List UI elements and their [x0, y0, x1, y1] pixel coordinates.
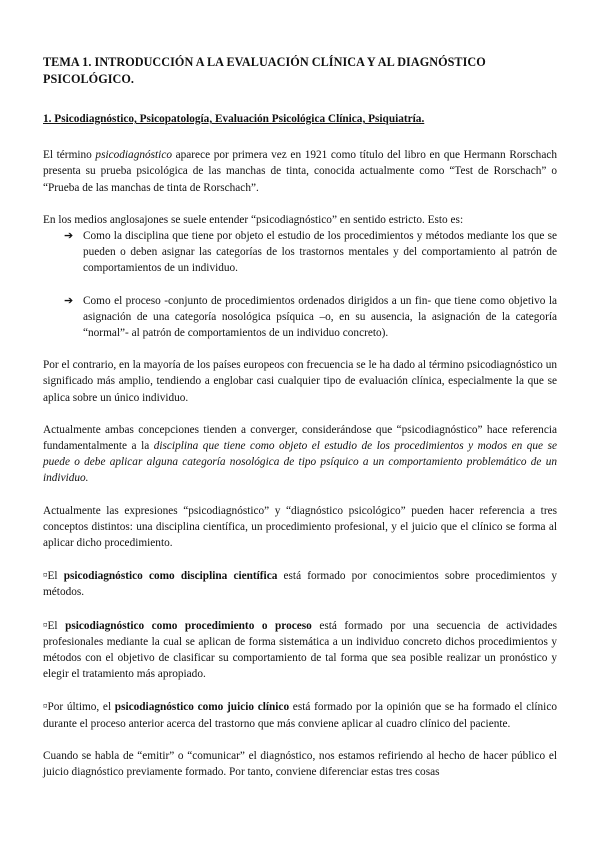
arrow-right-icon: ➔: [64, 230, 74, 243]
paragraph-emitir: Cuando se habla de “emitir” o “comunicar” el diagnóstico, nos estamos refiriendo al hecho de hacer público el juicio diagnóstico previamente formado. Por tanto, conviene diferenciar estas tres cosas: [43, 749, 557, 779]
definition-list: [43, 228, 557, 341]
paragraph-rorschach: [43, 147, 557, 196]
text-run: Actualmente ambas concepciones tienden a converger, considerándose que “psicodiagnóstico” hace referencia fundamentalmente a la: [43, 423, 557, 453]
bold-term: psicodiagnóstico como juicio clínico: [114, 701, 290, 714]
text-run: está formado por conocimientos sobre procedimientos y métodos.: [43, 570, 557, 599]
italic-term: psicodiagnóstico: [95, 149, 172, 162]
bullet-mark-icon: ¤: [43, 701, 48, 712]
list-item: [64, 228, 557, 277]
paragraph-anglosajon-intro: En los medios anglosajones se suele entender “psicodiagnóstico” en sentido estricto. Esto es:: [43, 213, 464, 226]
text-run: Por último, el: [47, 701, 115, 714]
arrow-right-icon: ➔: [64, 294, 74, 307]
bold-term: psicodiagnóstico como disciplina científica: [63, 570, 278, 583]
text-run: El: [47, 570, 64, 583]
italic-definition: disciplina que tiene como objeto el estudio de los procedimientos y modos en que se puede o debe aplicar alguna categoría nosológica de tipo psíquico a un comportamiento problemático de un individuo.: [43, 440, 557, 485]
list-item: [64, 293, 557, 342]
paragraph-juicio: [43, 698, 557, 731]
list-item-text: Como la disciplina que tiene por objeto el estudio de los procedimientos y métodos mediante los que se pueden o deben asignar las categorías de los trastornos mentales y del comportamiento al patrón de comportamientos de un individuo.: [83, 230, 557, 275]
paragraph-procedimiento: [43, 617, 557, 683]
paragraph-convergencia: [43, 422, 557, 487]
text-run: está formado por la opinión que se ha formado el clínico durante el proceso anterior acerca del trastorno que más conviene aplicar al cuadro clínico del paciente.: [43, 701, 557, 730]
paragraph-tres-conceptos: Actualmente las expresiones “psicodiagnóstico” y “diagnóstico psicológico” pueden hacer referencia a tres conceptos distintos: una disciplina científica, un procedimiento profesional, y el juicio que el clínico se forma al aplicar dicho procedimiento.: [43, 504, 557, 550]
text-run: El: [47, 619, 66, 632]
page-title: TEMA 1. INTRODUCCIÓN A LA EVALUACIÓN CLÍNICA Y AL DIAGNÓSTICO PSICOLÓGICO.: [43, 55, 486, 86]
text-run: está formado por una secuencia de actividades profesionales mediante la cual se aplican de forma sistemática a un individuo concreto dichos procedimientos y métodos con el objetivo de clasificar su comportamiento de tal forma que sea posible realizar un pronóstico y elegir el tratamiento más apropiado.: [43, 619, 557, 681]
section-heading: 1. Psicodiagnóstico, Psicopatología, Evaluación Psicológica Clínica, Psiquiatría.: [43, 113, 425, 125]
bullet-mark-icon: ¤: [43, 570, 48, 581]
bold-term: psicodiagnóstico como procedimiento o proceso: [65, 619, 312, 632]
bullet-mark-icon: ¤: [43, 619, 48, 630]
list-item-text: Como el proceso -conjunto de procedimientos ordenados dirigidos a un fin- que tiene como objetivo la asignación de una categoría nosológica psíquica –o, en su ausencia, la asignación de la categoría “normal”- al patrón de comportamientos de un individuo concreto).: [83, 294, 557, 340]
paragraph-europa: Por el contrario, en la mayoría de los países europeos con frecuencia se le ha dado al término psicodiagnóstico un significado más amplio, tendiendo a englobar casi cualquier tipo de evaluación clínica, especialmente la que se aplica sobre un único individuo.: [43, 359, 557, 404]
text-run: El término: [43, 149, 96, 162]
paragraph-disciplina: [43, 567, 557, 600]
text-run: aparece por primera vez en 1921 como título del libro en que Hermann Rorschach presenta su prueba psicológica de las manchas de tinta, conocida actualmente como “Test de Rorschach” o “Prueba de las manchas de tinta de Rorschach”.: [43, 149, 557, 194]
